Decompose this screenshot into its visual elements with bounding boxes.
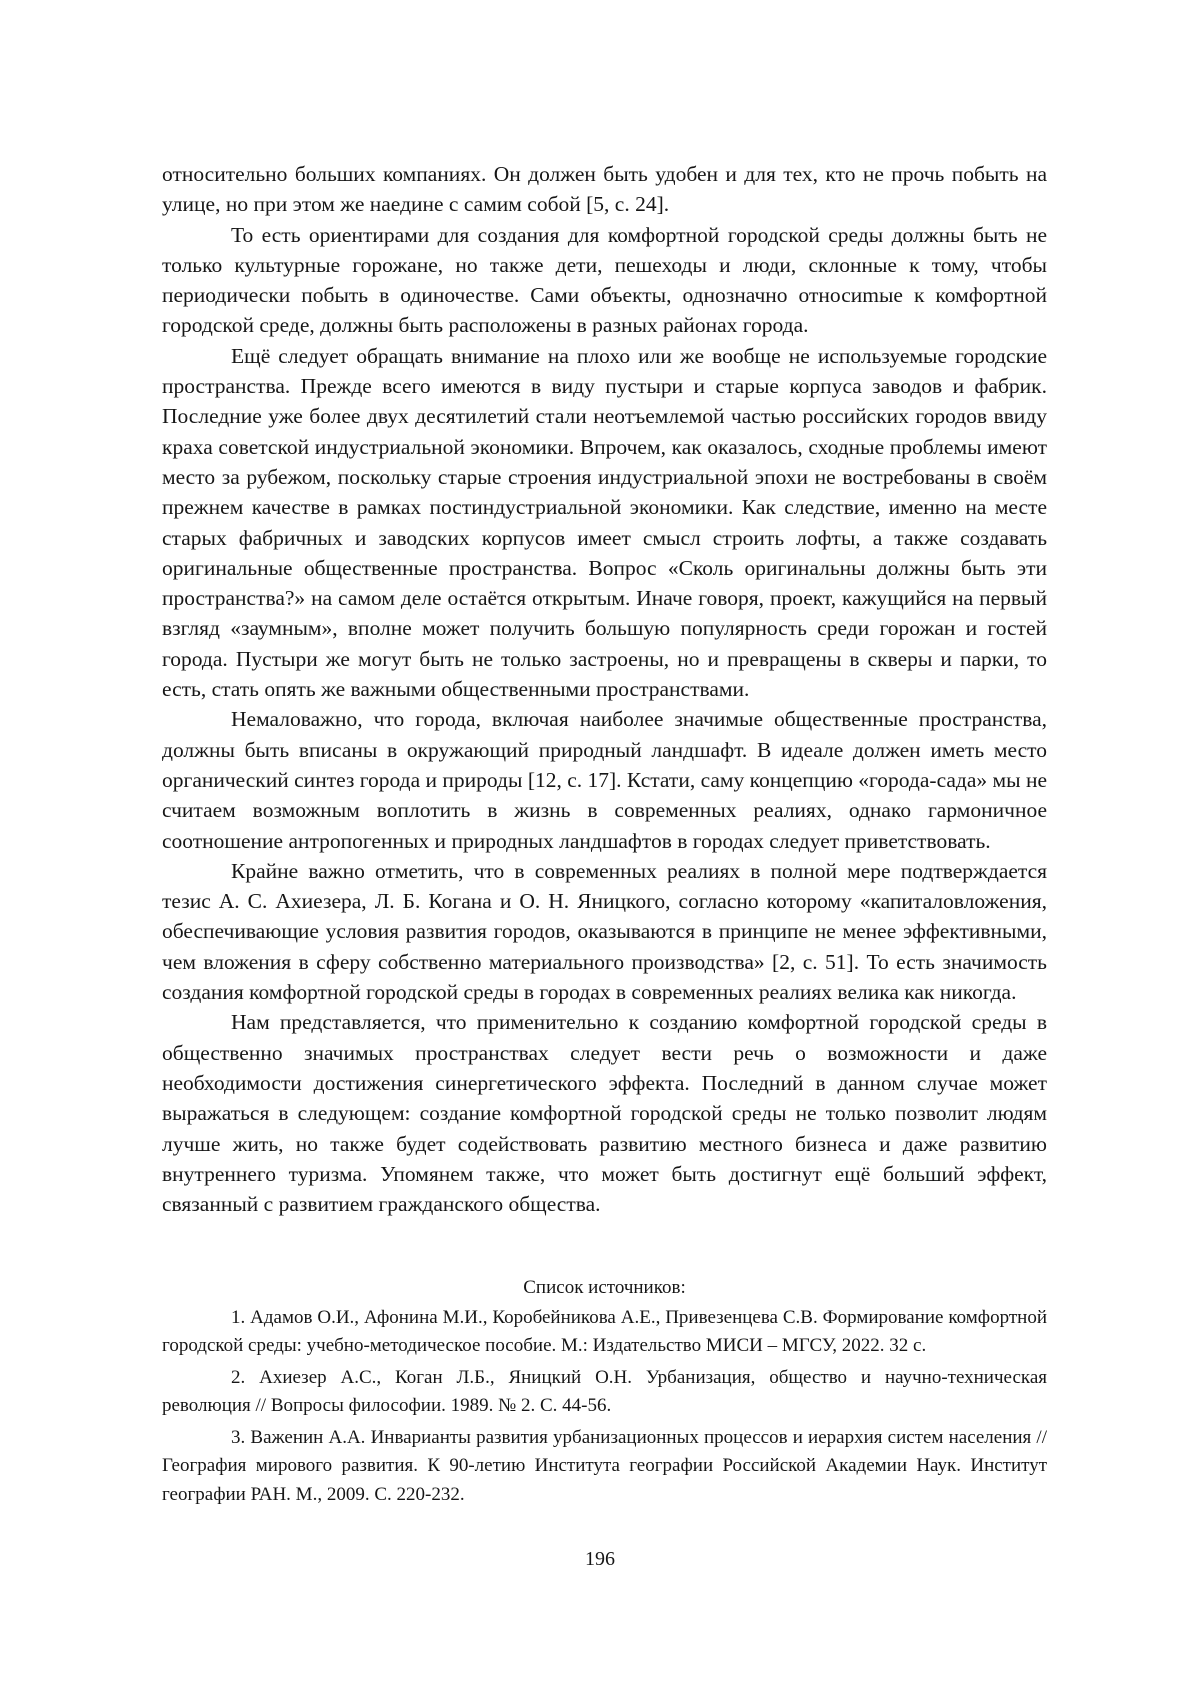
reference-item: 3. Важенин А.А. Инварианты развития урбанизационных процессов и иерархия систем населения // География мирового развития. К 90-летию Института географии Российской Академии Наук. Институт географии РАН. М., 2009. С. 220-232. <box>162 1426 1047 1505</box>
paragraph-landscape: Немаловажно, что города, включая наиболее значимые общественные пространства, должны быть вписаны в окружающий природный ландшафт. В идеале должен иметь место органический синтез города и природы [12, с. 17]. Кстати, саму концепцию «города-сада» мы не считаем возможным воплотить в жизнь в современных реалиях, однако гармоничное соотношение антропогенных и природных ландшафтов в городах следует приветствовать. <box>162 707 1047 853</box>
reference-item: 2. Ахиезер А.С., Коган Л.Б., Яницкий О.Н. Урбанизация, общество и научно-техническая революция // Вопросы философии. 1989. № 2. С. 44-56. <box>162 1366 1047 1416</box>
paragraph-continuation: относительно больших компаниях. Он должен быть удобен и для тех, кто не прочь побыть на улице, но при этом же наедине с самим собой [5, с. 24]. <box>162 162 1047 217</box>
references-title: Список источников: <box>523 1277 686 1298</box>
paragraph-synergy: Нам представляется, что применительно к созданию комфортной городской среды в общественно значимых пространствах следует вести речь о возможности и даже необходимости достижения синергетического эффекта. Последний в данном случае может выражаться в следующем: создание комфортной городской среды не только позволит людям лучше жить, но также будет содействовать развитию местного бизнеса и даже развитию внутреннего туризма. Упомянем также, что может быть достигнут ещё больший эффект, связанный с развитием гражданского общества. <box>162 1010 1047 1217</box>
paragraph-unused-spaces: Ещё следует обращать внимание на плохо или же вообще не используемые городские пространства. Прежде всего имеются в виду пустыри и старые корпуса заводов и фабрик. Последние уже более двух десятилетий стали неотъемлемой частью российских городов ввиду краха советской индустриальной экономики. Впрочем, как оказалось, сходные проблемы имеют место за рубежом, поскольку старые строения индустриальной эпохи не востребованы в своём прежнем качестве в рамках постиндустриальной экономики. Как следствие, именно на месте старых фабричных и заводских корпусов имеет смысл строить лофты, а также создавать оригинальные общественные пространства. Вопрос «Сколь оригинальны должны быть эти пространства?» на самом деле остаётся открытым. Иначе говоря, проект, кажущийся на первый взгляд «заумным», вполне может получить большую популярность среди горожан и гостей города. Пустыри же могут быть не только застроены, но и превращены в скверы и парки, то есть, стать опять же важными общественными пространствами. <box>162 343 1047 702</box>
paragraph-investment: Крайне важно отметить, что в современных реалиях в полной мере подтверждается тезис А. С. Ахиезера, Л. Б. Когана и О. Н. Яницкого, согласно которому «капиталовложения, обеспечивающие условия развития городов, оказываются в принципе не менее эффективными, чем вложения в сферу собственно материального производства» [2, с. 51]. То есть значимость создания комфортной городской среды в городах в современных реалиях велика как никогда. <box>162 858 1047 1005</box>
references-section <box>162 1274 1047 1512</box>
body-text <box>162 159 1047 1219</box>
paragraph-orientirs: То есть ориентирами для создания для комфортной городской среды должны быть не только культурные горожане, но также дети, пешеходы и люди, склонные к тому, чтобы периодически побыть в одиночестве. Сами объекты, однозначно относиmые к комфортной городской среде, должны быть расположены в разных районах города. <box>162 222 1047 338</box>
page-number: 196 <box>585 1548 615 1570</box>
reference-item: 1. Адамов О.И., Афонина М.И., Коробейникова А.Е., Привезенцева С.В. Формирование комфортной городской среды: учебно-методическое пособие. М.: Издательство МИСИ – МГСУ, 2022. 32 с. <box>162 1306 1047 1356</box>
